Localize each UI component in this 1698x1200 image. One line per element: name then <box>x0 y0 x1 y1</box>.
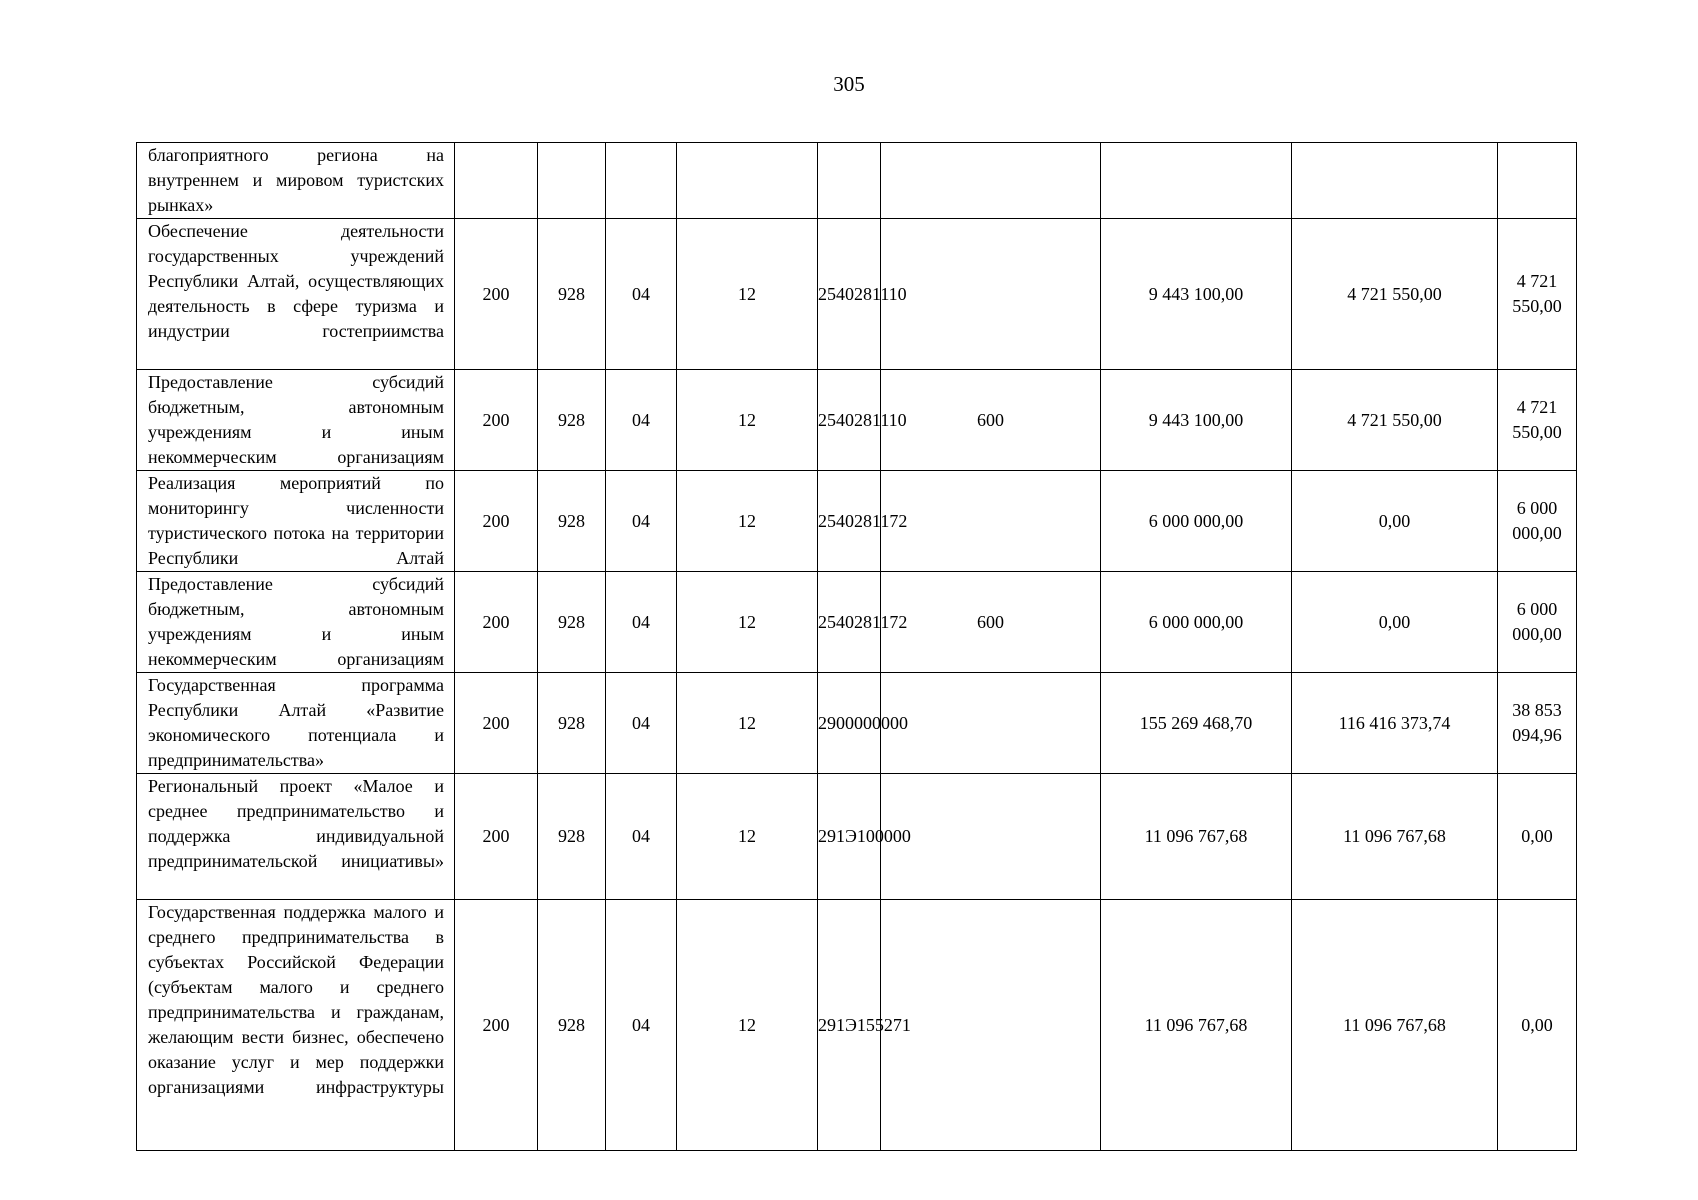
target-article-cell: 291Э155271 <box>818 900 881 1151</box>
subsection-cell: 12 <box>677 370 818 471</box>
sum-year1-cell: 11 096 767,68 <box>1292 900 1498 1151</box>
item-name-cell: Государственная программа Республики Алтай «Развитие экономического потенциала и предпринимательства» <box>137 673 455 774</box>
sum-year2-cell: 6 000 000,00 <box>1498 471 1577 572</box>
expense-kind-cell <box>881 471 1101 572</box>
section-cell: 04 <box>606 219 677 370</box>
subsection-cell: 12 <box>677 572 818 673</box>
department-cell: 928 <box>538 673 606 774</box>
kbk-code-cell: 200 <box>455 471 538 572</box>
sum-year1-cell: 4 721 550,00 <box>1292 219 1498 370</box>
kbk-code-cell <box>455 143 538 219</box>
kbk-code-cell: 200 <box>455 673 538 774</box>
kbk-code-cell: 200 <box>455 219 538 370</box>
sum-total-cell: 155 269 468,70 <box>1101 673 1292 774</box>
expense-kind-cell <box>881 219 1101 370</box>
item-name-cell: Региональный проект «Малое и среднее предпринимательство и поддержка индивидуальной предпринимательской инициативы» <box>137 774 455 900</box>
sum-year1-cell: 4 721 550,00 <box>1292 370 1498 471</box>
page-number: 305 <box>833 72 865 96</box>
item-name-cell: Предоставление субсидий бюджетным, автономным учреждениям и иным некоммерческим организациям <box>137 572 455 673</box>
sum-year1-cell: 0,00 <box>1292 572 1498 673</box>
item-name-cell: благоприятного региона на внутреннем и мировом туристских рынках» <box>137 143 455 219</box>
table-row <box>137 471 1577 572</box>
target-article-cell: 2900000000 <box>818 673 881 774</box>
department-cell: 928 <box>538 219 606 370</box>
target-article-cell: 2540281110 <box>818 370 881 471</box>
sum-year1-cell <box>1292 143 1498 219</box>
department-cell: 928 <box>538 471 606 572</box>
section-cell: 04 <box>606 370 677 471</box>
sum-year2-cell: 0,00 <box>1498 774 1577 900</box>
table-row <box>137 370 1577 471</box>
sum-total-cell <box>1101 143 1292 219</box>
kbk-code-cell: 200 <box>455 900 538 1151</box>
expense-kind-cell: 600 <box>881 370 1101 471</box>
target-article-cell: 291Э100000 <box>818 774 881 900</box>
sum-year1-cell: 0,00 <box>1292 471 1498 572</box>
table-row <box>137 143 1577 219</box>
department-cell: 928 <box>538 900 606 1151</box>
sum-total-cell: 6 000 000,00 <box>1101 471 1292 572</box>
department-cell <box>538 143 606 219</box>
subsection-cell: 12 <box>677 219 818 370</box>
sum-year2-cell: 4 721 550,00 <box>1498 370 1577 471</box>
sum-total-cell: 11 096 767,68 <box>1101 774 1292 900</box>
expense-kind-cell: 600 <box>881 572 1101 673</box>
table-row <box>137 572 1577 673</box>
sum-total-cell: 11 096 767,68 <box>1101 900 1292 1151</box>
table-row <box>137 219 1577 370</box>
subsection-cell: 12 <box>677 774 818 900</box>
section-cell: 04 <box>606 774 677 900</box>
expense-kind-cell <box>881 900 1101 1151</box>
target-article-cell <box>818 143 881 219</box>
expense-kind-cell <box>881 774 1101 900</box>
target-article-cell: 2540281172 <box>818 572 881 673</box>
target-article-cell: 2540281172 <box>818 471 881 572</box>
subsection-cell <box>677 143 818 219</box>
sum-year2-cell: 0,00 <box>1498 900 1577 1151</box>
section-cell: 04 <box>606 900 677 1151</box>
sum-year2-cell: 6 000 000,00 <box>1498 572 1577 673</box>
sum-year1-cell: 116 416 373,74 <box>1292 673 1498 774</box>
sum-year1-cell: 11 096 767,68 <box>1292 774 1498 900</box>
item-name-cell: Реализация мероприятий по мониторингу численности туристического потока на территории Республики Алтай <box>137 471 455 572</box>
sum-year2-cell: 38 853 094,96 <box>1498 673 1577 774</box>
sum-total-cell: 9 443 100,00 <box>1101 219 1292 370</box>
section-cell: 04 <box>606 471 677 572</box>
sum-total-cell: 6 000 000,00 <box>1101 572 1292 673</box>
item-name-cell: Государственная поддержка малого и среднего предпринимательства в субъектах Российской Федерации (субъектам малого и среднего предпринимательства и гражданам, желающим вести бизнес, обеспечено оказание услуг и мер поддержки организациями инфраструктуры <box>137 900 455 1151</box>
kbk-code-cell: 200 <box>455 370 538 471</box>
table-body <box>137 143 1577 1151</box>
department-cell: 928 <box>538 370 606 471</box>
section-cell: 04 <box>606 572 677 673</box>
department-cell: 928 <box>538 572 606 673</box>
table-row <box>137 774 1577 900</box>
table-row <box>137 900 1577 1151</box>
target-article-cell: 2540281110 <box>818 219 881 370</box>
table-row <box>137 673 1577 774</box>
sum-total-cell: 9 443 100,00 <box>1101 370 1292 471</box>
subsection-cell: 12 <box>677 673 818 774</box>
section-cell <box>606 143 677 219</box>
department-cell: 928 <box>538 774 606 900</box>
section-cell: 04 <box>606 673 677 774</box>
subsection-cell: 12 <box>677 471 818 572</box>
item-name-cell: Предоставление субсидий бюджетным, автономным учреждениям и иным некоммерческим организациям <box>137 370 455 471</box>
expense-kind-cell <box>881 673 1101 774</box>
item-name-cell: Обеспечение деятельности государственных учреждений Республики Алтай, осуществляющих деятельность в сфере туризма и индустрии гостеприимства <box>137 219 455 370</box>
sum-year2-cell: 4 721 550,00 <box>1498 219 1577 370</box>
sum-year2-cell <box>1498 143 1577 219</box>
budget-table <box>136 142 1577 1151</box>
subsection-cell: 12 <box>677 900 818 1151</box>
expense-kind-cell <box>881 143 1101 219</box>
kbk-code-cell: 200 <box>455 774 538 900</box>
kbk-code-cell: 200 <box>455 572 538 673</box>
